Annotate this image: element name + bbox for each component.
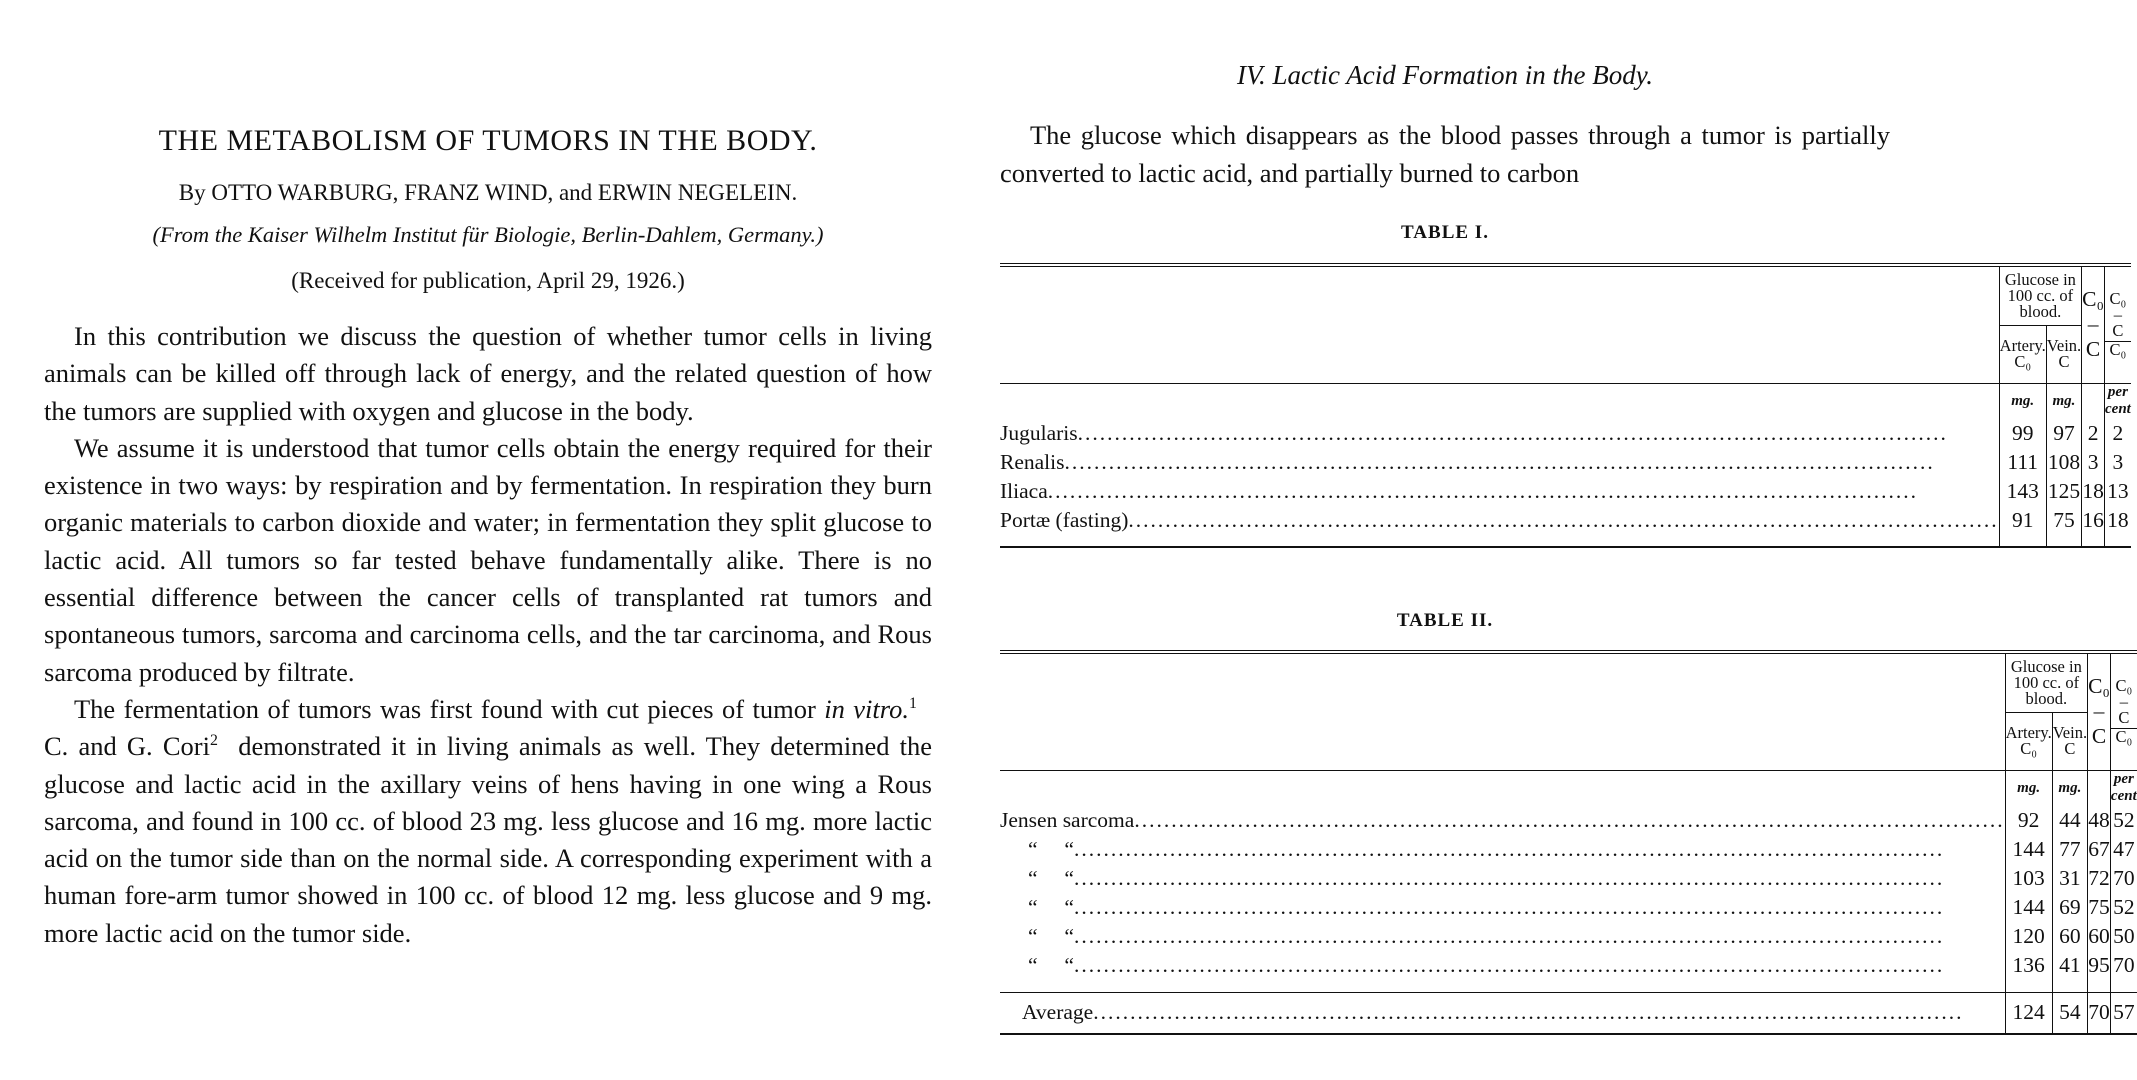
- row-label-cell: [1000, 893, 2005, 922]
- table-2-average-row: [1000, 992, 2137, 1034]
- cell-diff: 3: [2082, 448, 2105, 477]
- table-2-caption: TABLE II.: [1396, 610, 1494, 631]
- cell-vein: 75: [2046, 506, 2081, 535]
- table-1-body: [1000, 419, 2131, 535]
- cell-vein: 108: [2046, 448, 2081, 477]
- cell-diff: 48: [2088, 806, 2111, 835]
- article-affiliation: (From the Kaiser Wilhelm Institut für Biologie, Berlin-Dahlem, Germany.): [152, 222, 824, 247]
- section-intro: The glucose which disappears as the blood passes through a tumor is partially converted to lactic acid, and partially burned to carbon: [1000, 120, 1890, 188]
- cell-diff: 95: [2088, 951, 2111, 980]
- table-2-row: [1000, 806, 2137, 835]
- artery-symbol: C₀: [2020, 739, 2038, 758]
- average-artery: 124: [2005, 992, 2052, 1034]
- section-heading: IV. Lactic Acid Formation in the Body.: [1237, 60, 1653, 90]
- ratio-numerator: C₀ – C: [2111, 678, 2137, 729]
- row-label-cell: [1000, 835, 2005, 864]
- table-1-corner: [1000, 265, 1999, 383]
- table-2-glucose-header: Glucose in 100 cc. of blood.: [2005, 652, 2088, 712]
- paragraph-3: [44, 691, 932, 952]
- article-body: [44, 318, 932, 952]
- cell-artery: 136: [2005, 951, 2052, 980]
- footnote-2-ref[interactable]: 2: [209, 732, 218, 750]
- cell-vein: 60: [2052, 922, 2087, 951]
- row-label: “ “: [1028, 924, 1074, 948]
- average-pct: 57: [2110, 992, 2136, 1034]
- cell-diff: 16: [2082, 506, 2105, 535]
- cell-vein: 41: [2052, 951, 2087, 980]
- received-date: (Received for publication, April 29, 1926.): [291, 268, 685, 293]
- cell-pct: 2: [2105, 419, 2131, 448]
- vein-label: Vein.: [2046, 336, 2082, 355]
- table-2-row: [1000, 835, 2137, 864]
- footnote-1-ref[interactable]: 1: [909, 695, 917, 713]
- table-1-ratio-header: [2105, 265, 2131, 383]
- row-label-cell: [1000, 419, 1999, 448]
- table-1-caption: TABLE I.: [1401, 222, 1489, 243]
- row-label-cell: [1000, 806, 2005, 835]
- row-label: “ “: [1028, 866, 1074, 890]
- row-label: Jugularis: [1000, 421, 1078, 445]
- cell-pct: 52: [2110, 893, 2136, 922]
- in-vitro-italic: in vitro.: [824, 693, 909, 724]
- row-label: Iliaca: [1000, 479, 1048, 503]
- unit-artery: mg.: [1999, 383, 2046, 419]
- table-2: [1000, 650, 2137, 1035]
- row-label-cell: [1000, 864, 2005, 893]
- row-label-cell: [1000, 506, 1999, 535]
- cell-pct: 52: [2110, 806, 2136, 835]
- row-label: Portæ (fasting): [1000, 508, 1129, 532]
- cell-artery: 143: [1999, 477, 2046, 506]
- row-label: Jensen sarcoma: [1000, 808, 1135, 832]
- cell-artery: 111: [1999, 448, 2046, 477]
- unit-diff: [2082, 383, 2105, 419]
- cell-diff: 2: [2082, 419, 2105, 448]
- cell-diff: 18: [2082, 477, 2105, 506]
- table-2-row: [1000, 893, 2137, 922]
- units-blank: [1000, 383, 1999, 419]
- cell-vein: 125: [2046, 477, 2081, 506]
- cell-diff: 60: [2088, 922, 2111, 951]
- row-label-cell: [1000, 951, 2005, 980]
- vein-symbol: C: [2064, 739, 2076, 758]
- unit-vein: mg.: [2052, 770, 2087, 806]
- para3-lead: The fermentation of tumors was first found with cut pieces of tumor: [74, 693, 816, 724]
- ratio-denominator: C₀: [2109, 340, 2127, 360]
- cell-diff: 67: [2088, 835, 2111, 864]
- table-2-row: [1000, 922, 2137, 951]
- row-label: Renalis: [1000, 450, 1065, 474]
- row-label-cell: [1000, 922, 2005, 951]
- cell-artery: 92: [2005, 806, 2052, 835]
- table-1-artery-header: [1999, 325, 2046, 383]
- cell-diff: 72: [2088, 864, 2111, 893]
- unit-pct: per cent: [2105, 384, 2131, 418]
- cell-vein: 31: [2052, 864, 2087, 893]
- table-2-corner: [1000, 652, 2005, 770]
- table-1-vein-header: [2046, 325, 2081, 383]
- table-2-artery-header: [2005, 712, 2052, 770]
- average-diff: 70: [2088, 992, 2111, 1034]
- units-blank: [1000, 770, 2005, 806]
- row-label: “ “: [1028, 953, 1074, 977]
- unit-pct: per cent: [2110, 771, 2137, 805]
- row-label: “ “: [1028, 837, 1074, 861]
- table-1-glucose-header: Glucose in 100 cc. of blood.: [1999, 265, 2082, 325]
- cell-diff: 75: [2088, 893, 2111, 922]
- average-vein: 54: [2052, 992, 2087, 1034]
- table-2-row: [1000, 951, 2137, 980]
- cell-artery: 144: [2005, 835, 2052, 864]
- row-label: “ “: [1028, 895, 1074, 919]
- para3-rest: demonstrated it in living animals as well. They determined the glucose and lactic acid in the axillary veins of hens having in one wing a Rous sarcoma, and found in 100 cc. of blood 23 mg. less glucose and 16 mg. more lactic acid on the tumor side than on the normal side. A corresponding experiment with a human fore-arm tumor showed in 100 cc. of blood 12 mg. less glucose and 9 mg. more lactic acid on the tumor side.: [44, 731, 933, 948]
- cell-vein: 44: [2052, 806, 2087, 835]
- table-1-row: [1000, 419, 2131, 448]
- cell-pct: 18: [2105, 506, 2131, 535]
- unit-vein: mg.: [2046, 383, 2081, 419]
- row-label-cell: [1000, 477, 1999, 506]
- cell-vein: 97: [2046, 419, 2081, 448]
- average-label: Average: [1022, 1000, 1094, 1025]
- cell-artery: 144: [2005, 893, 2052, 922]
- article-title: THE METABOLISM OF TUMORS IN THE BODY.: [158, 124, 818, 157]
- cell-vein: 77: [2052, 835, 2087, 864]
- cell-vein: 69: [2052, 893, 2087, 922]
- cell-artery: 99: [1999, 419, 2046, 448]
- table-2-diff-header: C₀ – C: [2088, 652, 2111, 770]
- cell-pct: 50: [2110, 922, 2136, 951]
- table-1-diff-header: C₀ – C: [2082, 265, 2105, 383]
- ratio-denominator: C₀: [2115, 727, 2133, 747]
- cell-artery: 91: [1999, 506, 2046, 535]
- vein-label: Vein.: [2052, 723, 2088, 742]
- row-label-cell: [1000, 448, 1999, 477]
- table-1-row: [1000, 477, 2131, 506]
- cell-pct: 47: [2110, 835, 2136, 864]
- vein-symbol: C: [2058, 352, 2070, 371]
- cell-pct: 13: [2105, 477, 2131, 506]
- ratio-numerator: C₀ – C: [2105, 291, 2131, 342]
- cell-pct: 70: [2110, 951, 2136, 980]
- table-1-row: [1000, 506, 2131, 535]
- artery-label: Artery.: [2005, 723, 2052, 742]
- artery-symbol: C₀: [2014, 352, 2032, 371]
- table-2-body: [1000, 806, 2137, 980]
- cell-artery: 103: [2005, 864, 2052, 893]
- article-authors: By OTTO WARBURG, FRANZ WIND, and ERWIN NEGELEIN.: [178, 180, 798, 205]
- cell-pct: 70: [2110, 864, 2136, 893]
- artery-label: Artery.: [1999, 336, 2046, 355]
- table-2-row: [1000, 864, 2137, 893]
- para3-mid: C. and G. Cori: [44, 731, 210, 762]
- cell-artery: 120: [2005, 922, 2052, 951]
- paragraph-1: In this contribution we discuss the question of whether tumor cells in living animals can be killed off through lack of energy, and the related question of how the tumors are supplied with oxygen and glucose in the body.: [44, 321, 932, 426]
- paragraph-2: We assume it is understood that tumor cells obtain the energy required for their existence in two ways: by respiration and by fermentation. In respiration they burn organic materials to carbon dioxide and water; in fermentation they split glucose to lactic acid. All tumors so far tested behave fundamentally alike. There is no essential difference between the cancer cells of transplanted rat tumors and spontaneous tumors, sarcoma and carcinoma cells, and the tar carcinoma, and Rous sarcoma produced by filtrate.: [44, 432, 932, 687]
- unit-diff: [2088, 770, 2111, 806]
- table-1-row: [1000, 448, 2131, 477]
- unit-artery: mg.: [2005, 770, 2052, 806]
- table-2-ratio-header: [2110, 652, 2136, 770]
- average-label-cell: [1000, 992, 2005, 1034]
- cell-pct: 3: [2105, 448, 2131, 477]
- table-1: [1000, 263, 2131, 548]
- table-2-vein-header: [2052, 712, 2087, 770]
